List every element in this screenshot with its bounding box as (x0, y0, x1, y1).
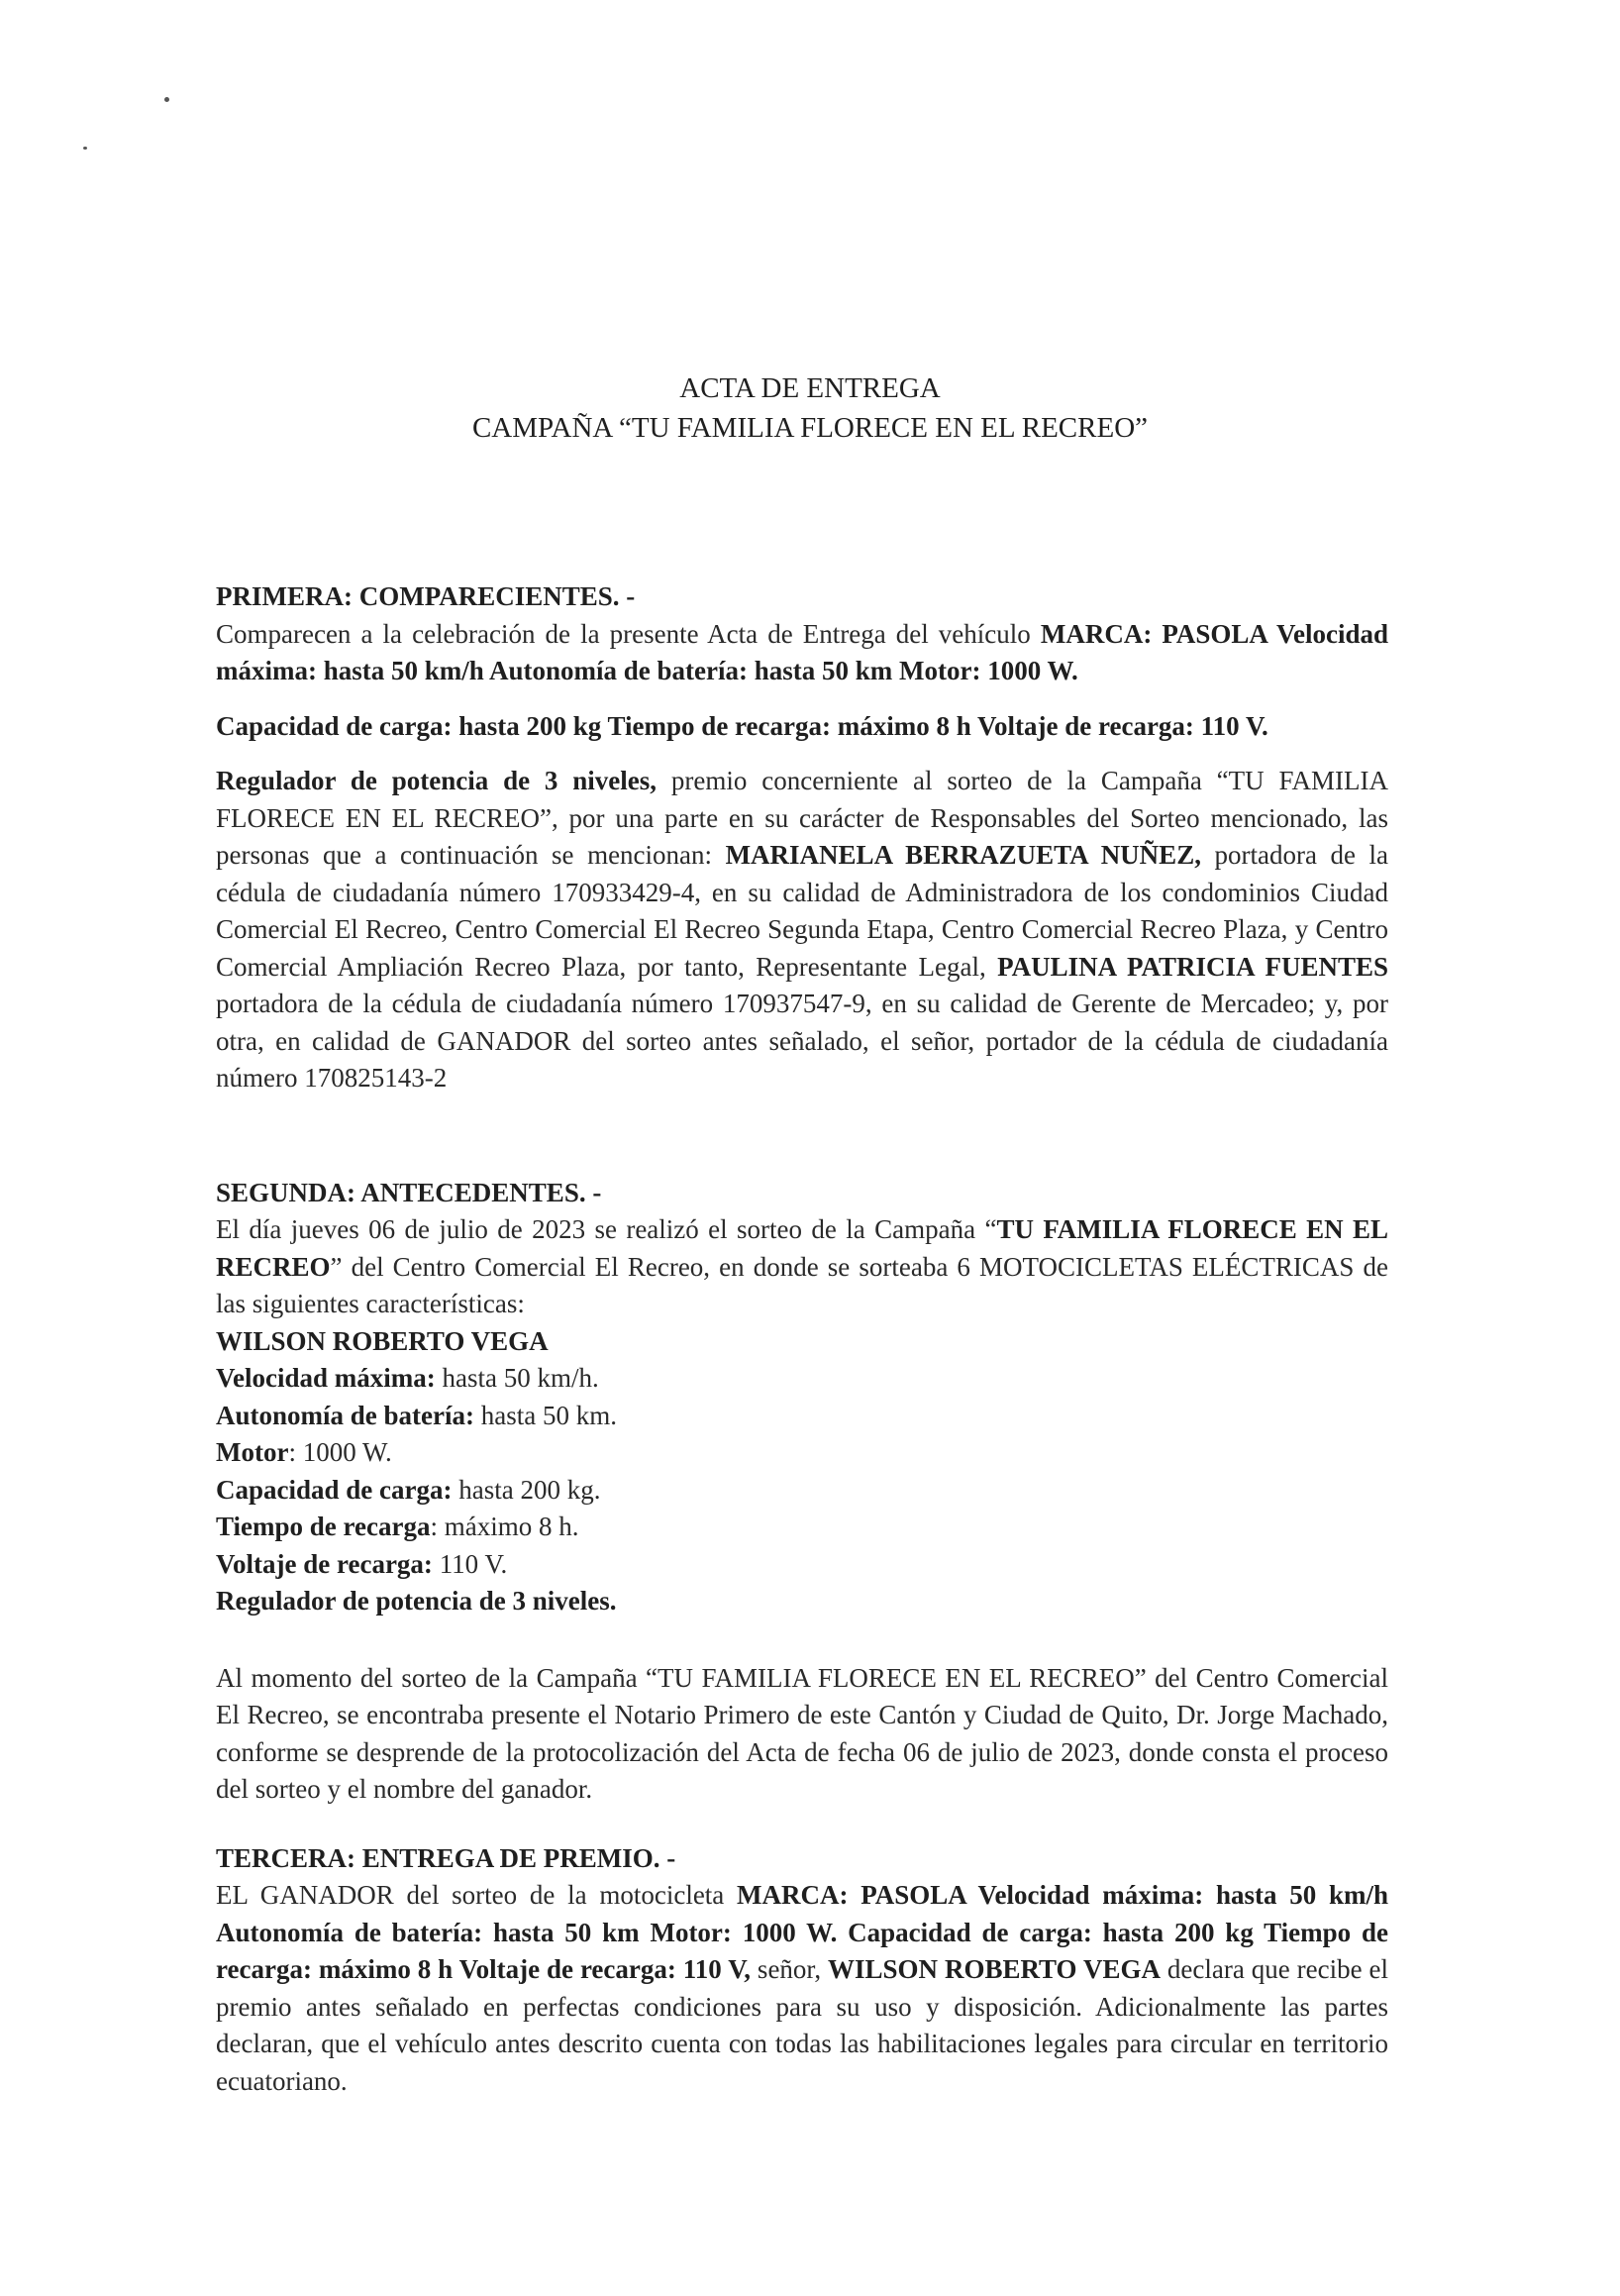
bold-run: MARIANELA BERRAZUETA NUÑEZ, (725, 840, 1201, 870)
spec-label: Velocidad máxima: (216, 1363, 436, 1393)
bold-run: TU FAMILIA FLORECE EN EL RECREO (216, 1214, 1389, 1282)
scan-speck (83, 147, 87, 150)
primera-paragraph-1 (216, 616, 1388, 690)
spec-item (216, 1546, 1388, 1584)
text-run: señor, (751, 1954, 829, 1984)
tercera-paragraph-1 (216, 1877, 1388, 2100)
title-line-2: CAMPAÑA “TU FAMILIA FLORECE EN EL RECREO” (471, 412, 1149, 444)
spec-value: : 1000 W. (288, 1437, 392, 1467)
section-heading-tercera: TERCERA: ENTREGA DE PREMIO. - (216, 1842, 676, 1873)
bold-run: MARCA: PASOLA Velocidad máxima: hasta 50 km/h Autonomía de batería: hasta 50 km Motor: 1000 W. (216, 618, 1388, 685)
text-run: EL GANADOR del sorteo de la motocicleta (216, 1880, 738, 1910)
regulator-item (216, 1583, 1388, 1620)
spec-value: : máximo 8 h. (430, 1512, 579, 1541)
spec-label: Tiempo de recarga (216, 1512, 431, 1541)
spec-label: Autonomía de batería: (216, 1400, 474, 1430)
text-run: ” del Centro Comercial El Recreo, en donde se sorteaba 6 MOTOCICLETAS ELÉCTRICAS de las siguientes características: (216, 1251, 1388, 1318)
spec-label: Capacidad de carga: (216, 1474, 453, 1505)
spec-value: hasta 50 km. (473, 1400, 617, 1430)
spec-label: Voltaje de recarga: (216, 1548, 433, 1579)
spec-list (216, 1323, 1388, 1620)
spec-value: 110 V. (432, 1548, 508, 1579)
primera-paragraph-3 (216, 763, 1388, 1097)
title-line-1: ACTA DE ENTREGA (679, 372, 941, 404)
bold-run: Capacidad de carga: hasta 200 kg Tiempo de recarga: máximo 8 h Voltaje de recarga: 110 V. (216, 710, 1268, 741)
winner-name (216, 1323, 1388, 1361)
segunda-paragraph-2: Al momento del sorteo de la Campaña “TU FAMILIA FLORECE EN EL RECREO” del Centro Comercial El Recreo, se encontraba presente el Notario Primero de este Cantón y Ciudad de Quito, Dr. Jorge Machado, conforme se desprende de la protocolización del Acta de fecha 06 de julio de 2023, donde consta el proceso del sorteo y el nombre del ganador. (216, 1662, 1388, 1804)
section-heading-primera: PRIMERA: COMPARECIENTES. - (216, 581, 636, 611)
spec-value: hasta 200 kg. (452, 1474, 601, 1505)
bold-run: Regulador de potencia de 3 niveles, (216, 766, 658, 795)
text-run: portadora de la cédula de ciudadanía número 170933429-4, en su calidad de Administradora de los condominios Ciudad Comercial El Recreo, Centro Comercial El Recreo Segunda Etapa, Centro Comercial Recreo Plaza, y Centro Comercial Ampliación Recreo Plaza, por tanto, Representante Legal, (216, 840, 1388, 982)
spec-label: Motor (216, 1437, 289, 1467)
spec-item (216, 1472, 1388, 1510)
text-run: portadora de la cédula de ciudadanía número 170937547-9, en su calidad de Gerente de Mercadeo; y, por otra, en calidad de GANADOR del sorteo antes señalado, el señor, portador de la cédula de ciudadanía número 170825143-2 (216, 989, 1388, 1093)
text-run: declara que recibe el premio antes señalado en perfectas condiciones para su uso y disposición. Adicionalmente las partes declaran, que el vehículo antes descrito cuenta con todas las habilitaciones legales para circular en territorio ecuatoriano. (216, 1954, 1389, 2096)
text-run: Comparecen a la celebración de la presente Acta de Entrega del vehículo (216, 618, 1041, 649)
spec-item (216, 1360, 1388, 1398)
text-run: premio concerniente al sorteo de la Campaña “TU FAMILIA FLORECE EN EL RECREO”, por una parte en su carácter de Responsables del Sorteo mencionado, las personas que a continuación se mencionan: (216, 766, 1388, 870)
section-heading-segunda: SEGUNDA: ANTECEDENTES. - (216, 1177, 602, 1207)
winner-name-text: WILSON ROBERTO VEGA (216, 1325, 549, 1356)
document-title (0, 368, 1620, 448)
primera-paragraph-2 (216, 708, 1388, 746)
bold-run: WILSON ROBERTO VEGA (828, 1954, 1161, 1984)
segunda-paragraph-1 (216, 1211, 1388, 1323)
spec-item (216, 1398, 1388, 1435)
spec-item (216, 1434, 1388, 1472)
regulator-text: Regulador de potencia de 3 niveles. (216, 1586, 617, 1616)
scan-speck (164, 97, 169, 102)
bold-run: MARCA: PASOLA Velocidad máxima: hasta 50 km/h Autonomía de batería: hasta 50 km Motor: 1000 W. Capacidad de carga: hasta 200 kg Tiempo de recarga: máximo 8 h Voltaje de recarga: 110 V, (216, 1880, 1388, 1984)
bold-run: PAULINA PATRICIA FUENTES (997, 951, 1389, 982)
spec-item (216, 1509, 1388, 1546)
document-body (216, 578, 1388, 2100)
text-run: El día jueves 06 de julio de 2023 se realizó el sorteo de la Campaña “ (216, 1214, 997, 1244)
spec-value: hasta 50 km/h. (435, 1363, 599, 1393)
